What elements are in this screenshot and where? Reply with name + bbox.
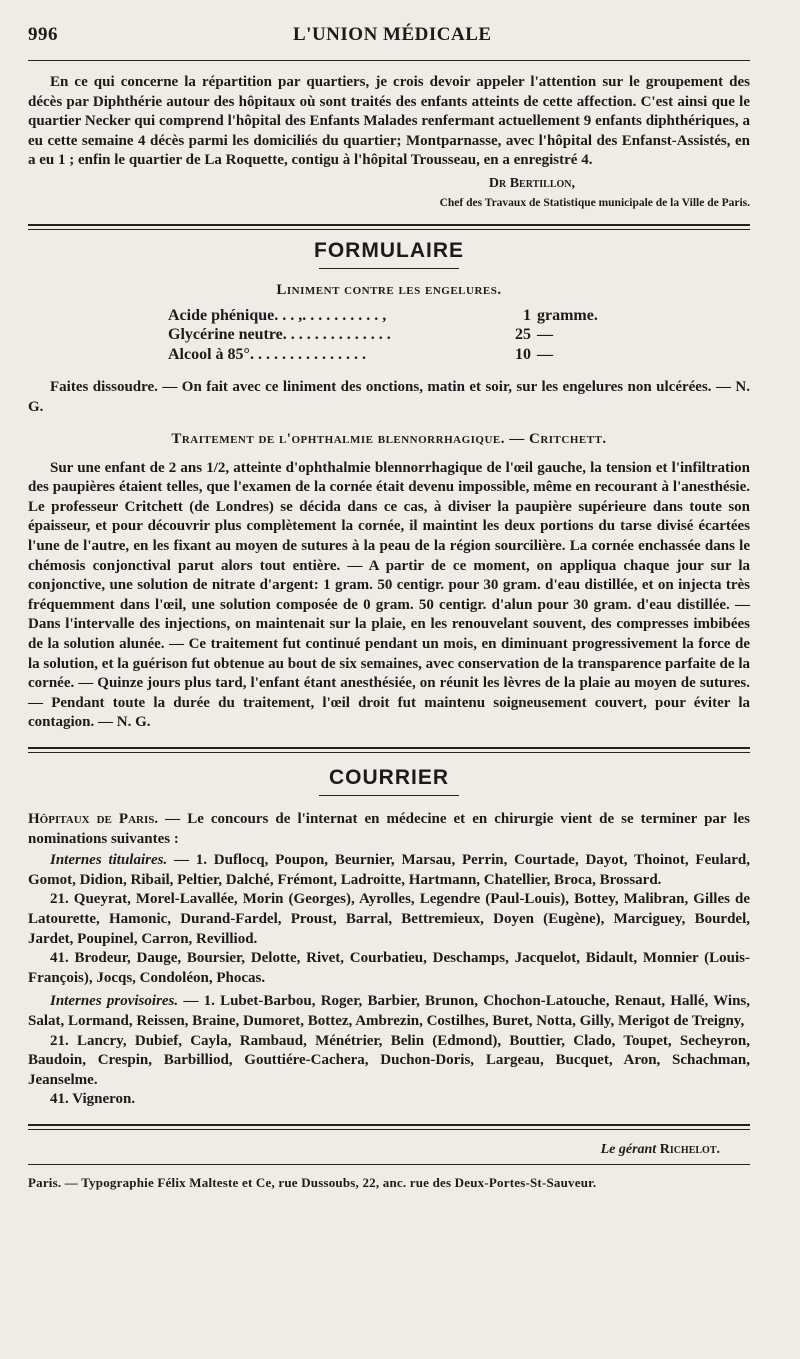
- footer-divider: [28, 1124, 750, 1130]
- provisoires-21: 21. Lancry, Dubief, Cayla, Rambaud, Ménétrier, Belin (Edmond), Bouttier, Clado, Toupet, Secheyron, Baudoin, Crespin, Barbilliod, Gouttiére-Cachera, Duchon-Doris, Largeau, Bucquet, Aron, Schachman, Jeanselme.: [28, 1032, 750, 1088]
- recipe-row: [168, 325, 617, 345]
- hospitals-paragraph: [28, 810, 750, 849]
- provisoires-41: 41. Vigneron.: [50, 1091, 136, 1108]
- recipe-row: [168, 345, 617, 365]
- page-number: 996: [28, 24, 58, 45]
- ingredient-quantity: 25: [515, 326, 531, 344]
- ingredient-unit: gramme.: [537, 306, 598, 324]
- ingredient-name: Alcool à 85°. . . . . . . . . . . . . . .: [168, 345, 366, 363]
- courrier-heading: COURRIER: [328, 765, 449, 789]
- ingredient-quantity: 10: [515, 345, 531, 363]
- printer-imprint: Paris. — Typographie Félix Malteste et Ce, rue Dussoubs, 22, anc. rue des Deux-Portes-St-Sauveur.: [28, 1174, 597, 1190]
- ingredient-quantity: 1: [523, 306, 531, 324]
- titulaires-paragraph: [28, 851, 750, 890]
- section-divider: [28, 747, 750, 753]
- ingredient-unit: —: [537, 326, 553, 344]
- ophthalmie-paragraph: Sur une enfant de 2 ans 1/2, atteinte d'ophthalmie blennorrhagique de l'œil gauche, la tension et l'infiltration des paupières étaient telles, que l'examen de la cornée était devenu impossible, même en recourant à l'anesthésie. Le professeur Critchett (de Londres) se décida dans ce cas, à diviser la paupière supérieure dans toute son épaisseur, et pour découvrir plus complètement la cornée, il maintint les deux portions du tarse divisé écartées l'une de l'autre, en les fixant au moyen de sutures à la peau de la région sourcilière. La cornée enchassée dans le chémosis conjonctival parut alors tout entière. — A partir de ce moment, on appliqua chaque jour sur la conjonctive, une solution de nitrate d'argent: 1 gram. 50 centigr. pour 30 gram. d'eau distillée, et on injecta très fréquemment dans l'œil, une solution composée de 0 gram. 50 centigr. d'alun pour 30 gram. d'eau distillée. — Dans l'intervalle des injections, on maintenait sur la plaie, en les renouvelant souvent, des compresses imbibées de la solution alunée. — Ce traitement fut continué pendant un mois, en diminuant progressivement la force de la solution, et la guérison fut obtenue au bout de six semaines, avec conservation de la transparence parfaite de la cornée. — Quinze jours plus tard, l'enfant étant anesthésiée, on réunit les lèvres de la plaie au moyen de sutures. — Pendant toute la durée du traitement, l'œil droit fut maintenu soigneusement couvert, pour éviter la contagion. — N. G.: [28, 459, 750, 731]
- titulaires-1: — 1. Duflocq, Poupon, Beurnier, Marsau, Perrin, Courtade, Dayot, Thoinot, Feulard, Gomot, Didion, Ribail, Peltier, Dalché, Frémont, Ladroitte, Hartmann, Chatellier, Broca, Brossard.: [28, 852, 750, 888]
- heading-underline: [319, 795, 459, 796]
- liniment-title: Liniment contre les engelures.: [276, 281, 502, 298]
- gerant-name: Richelot.: [659, 1141, 720, 1157]
- heading-underline: [319, 268, 459, 269]
- hospitals-label: Hôpitaux de Paris.: [28, 810, 159, 827]
- liniment-instructions: Faites dissoudre. — On fait avec ce liniment des onctions, matin et soir, sur les engelures non ulcérées. — N. G.: [28, 379, 750, 416]
- provisoires-label: Internes provisoires.: [50, 993, 179, 1010]
- header-rule: [28, 60, 750, 61]
- gerant-label: Le gérant: [600, 1141, 657, 1157]
- recipe-table: [168, 306, 617, 365]
- journal-title: L'UNION MÉDICALE: [293, 24, 492, 45]
- recipe-row: [168, 306, 617, 326]
- signature-role: Chef des Travaux de Statistique municipale de la Ville de Paris.: [439, 196, 750, 209]
- gerant-line: [28, 1142, 720, 1158]
- running-head: [28, 24, 750, 54]
- ophthalmie-title: Traitement de l'ophthalmie blennorrhagique. — Critchett.: [171, 430, 607, 447]
- provisoires-1: — 1. Lubet-Barbou, Roger, Barbier, Brunon, Chochon-Latouche, Renaut, Hallé, Wins, Salat, Lormand, Reissen, Braine, Dumoret, Bottez, Ambrezin, Costilhes, Buret, Notta, Gilly, Merigot de Treigny,: [28, 993, 750, 1029]
- titulaires-41: 41. Brodeur, Dauge, Boursier, Delotte, Rivet, Courbatieu, Deschamps, Jacquelot, Bidault, Monnier (Louis-François), Jocqs, Condoléon, Phocas.: [28, 950, 750, 986]
- signature: Dr Bertillon,: [488, 175, 575, 191]
- titulaires-label: Internes titulaires.: [50, 852, 168, 869]
- ingredient-name: Acide phénique. . . ,. . . . . . . . . . ,: [168, 306, 387, 324]
- hospitals-text: — Le concours de l'internat en médecine et en chirurgie vient de se terminer par les nominations suivantes :: [28, 810, 750, 847]
- imprint-rule: [28, 1164, 750, 1165]
- section-divider: [28, 224, 750, 230]
- ingredient-unit: —: [537, 345, 553, 363]
- formulaire-heading: FORMULAIRE: [314, 238, 464, 262]
- provisoires-paragraph: [28, 992, 750, 1031]
- intro-paragraph: En ce qui concerne la répartition par quartiers, je crois devoir appeler l'attention sur le groupement des décès par Diphthérie autour des hôpitaux où sont traités des enfants atteints de cette affection. C'est ainsi que le quartier Necker qui comprend l'hôpital des Enfants Malades renfermant actuellement 9 enfants diphthériques, a eu cette semaine 4 décès parmi les domiciliés du quartier; Montparnasse, avec l'hôpital des Enfanst-Assistés, en a eu 1 ; enfin le quartier de La Roquette, contigu à l'hôpital Trousseau, en a enregistré 4.: [28, 74, 750, 169]
- ingredient-name: Glycérine neutre. . . . . . . . . . . . . .: [168, 326, 391, 344]
- titulaires-21: 21. Queyrat, Morel-Lavallée, Morin (Georges), Ayrolles, Legendre (Paul-Louis), Bottey, Malibran, Gilles de Latourette, Hamonic, Durand-Fardel, Proust, Barral, Bettremieux, Doyen (Eugène), Marciguey, Bourdel, Jardet, Poupinel, Carron, Revilliod.: [28, 891, 750, 947]
